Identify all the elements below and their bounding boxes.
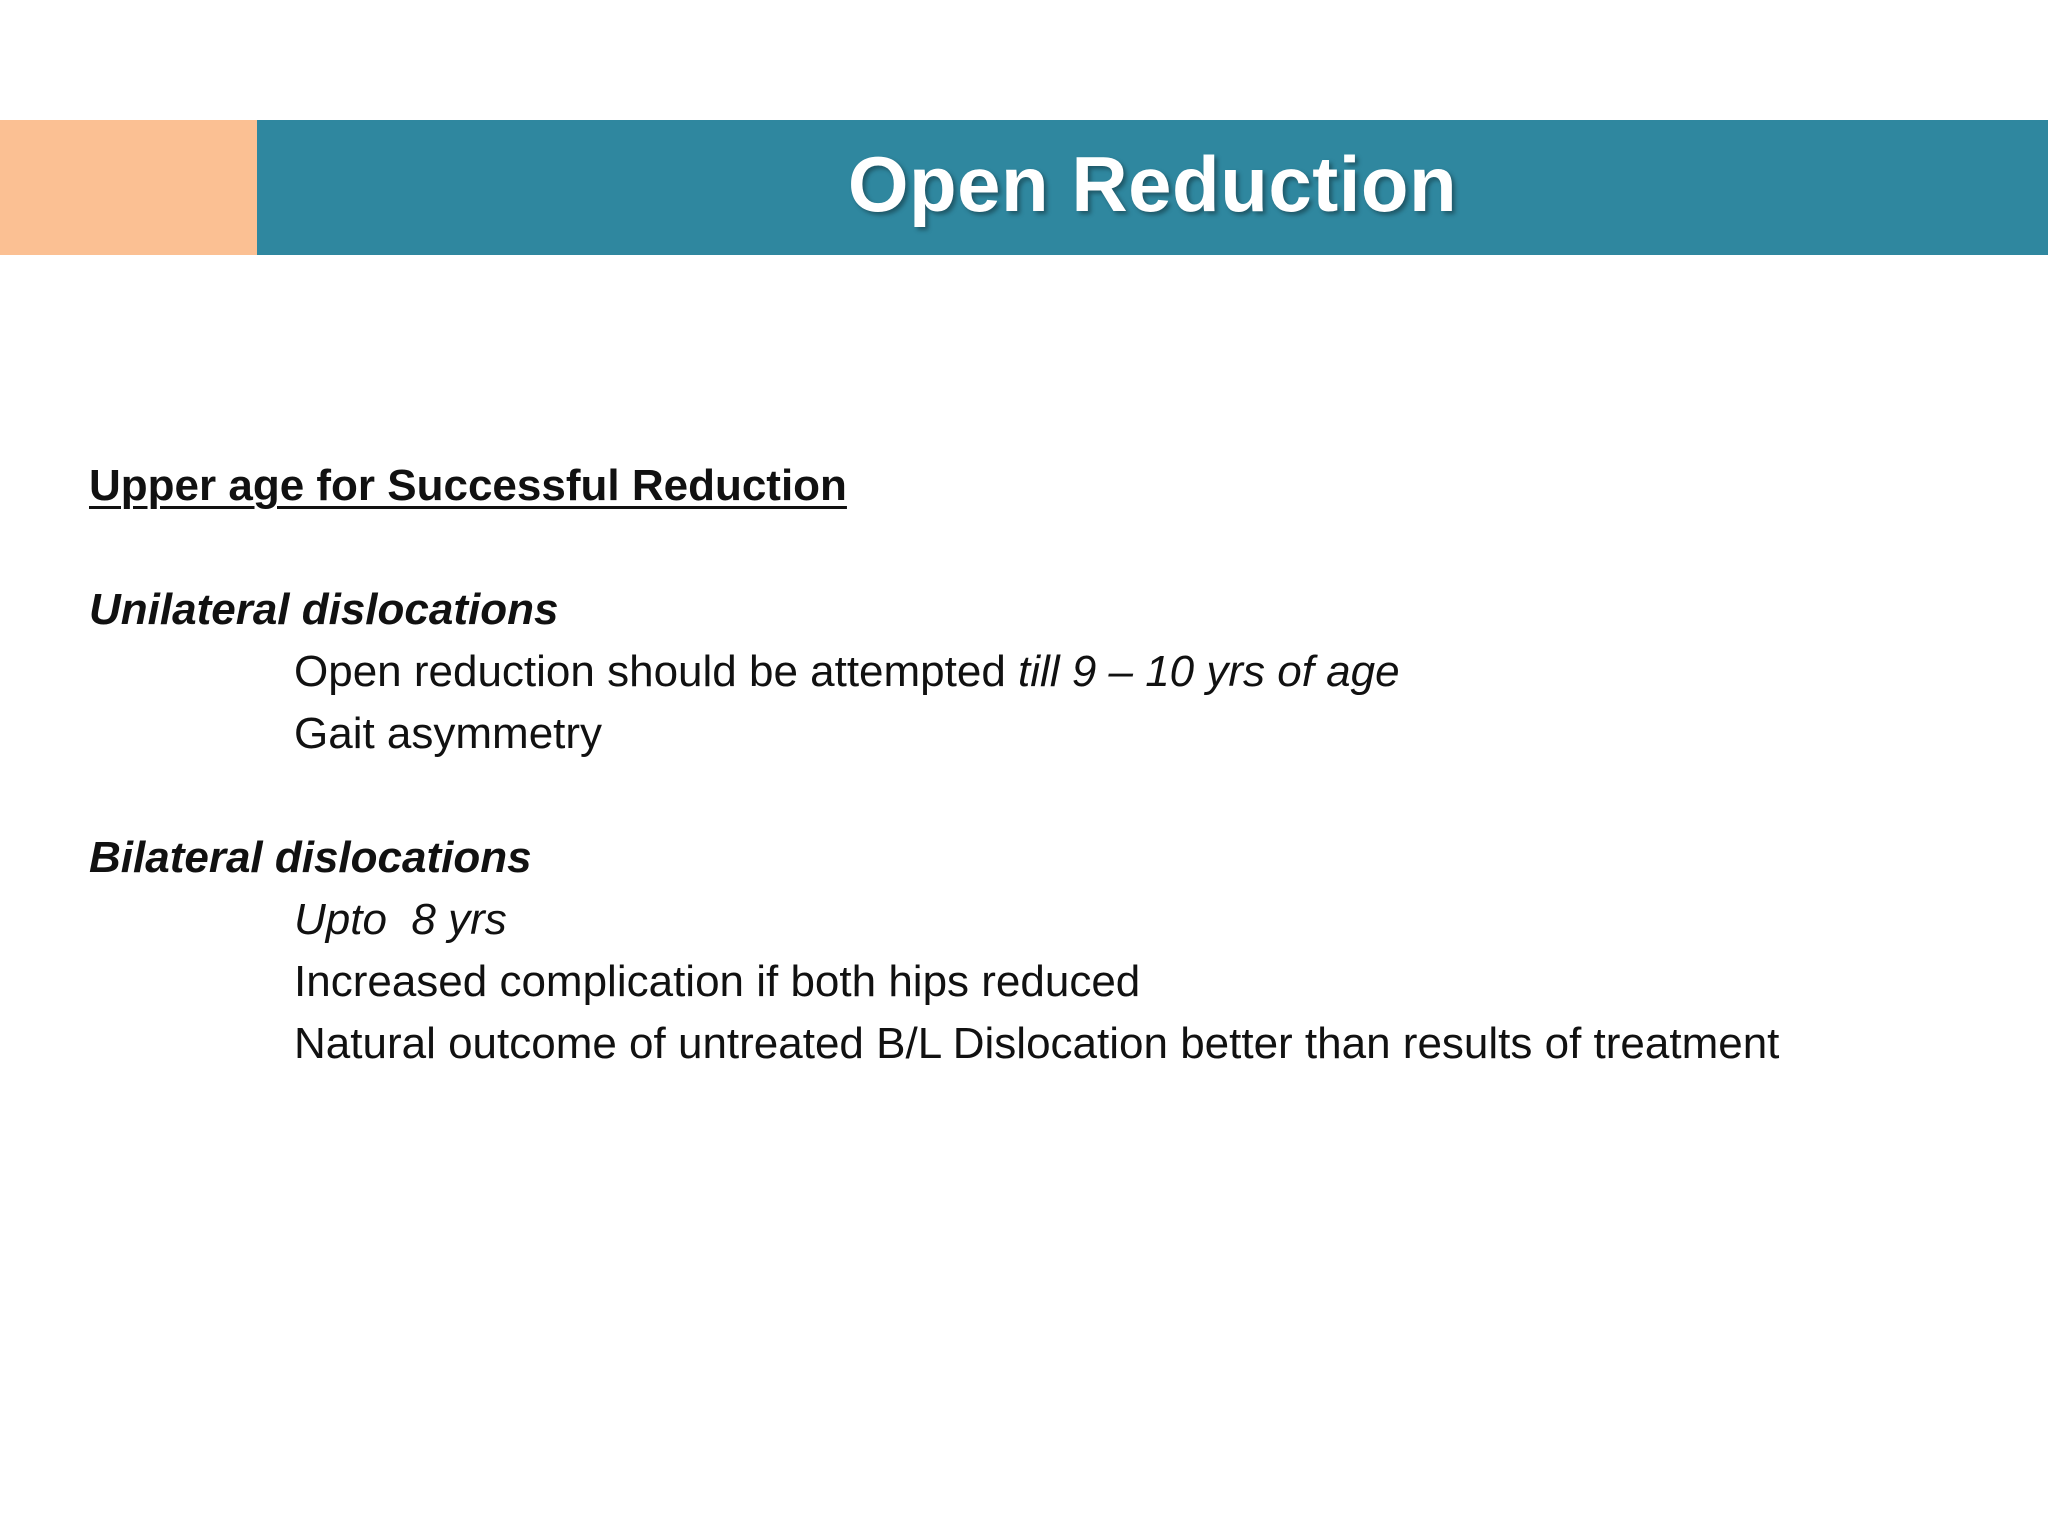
bilateral-line-1 [89, 889, 1989, 951]
title-bar [257, 120, 2048, 255]
unilateral-line-1 [89, 641, 1989, 703]
slide-title: Open Reduction [847, 140, 1458, 228]
bilateral-line-2: Increased complication if both hips reduced [294, 957, 1141, 1006]
unilateral-heading: Unilateral dislocations [89, 585, 559, 634]
unilateral-line-1-italic: till 9 – 10 yrs of age [1018, 647, 1400, 696]
bilateral-heading: Bilateral dislocations [89, 833, 532, 882]
spacer [89, 765, 1989, 827]
section-heading: Upper age for Successful Reduction [89, 461, 847, 510]
spacer [89, 517, 1989, 579]
bilateral-line-3: Natural outcome of untreated B/L Dislocation better than results of treatment [294, 1019, 1780, 1068]
unilateral-line-2: Gait asymmetry [294, 709, 603, 758]
unilateral-line-1-regular: Open reduction should be attempted [294, 647, 1019, 696]
accent-block [0, 120, 257, 255]
bilateral-line-1-text: Upto 8 yrs [294, 895, 507, 944]
slide-content [89, 455, 1989, 1075]
